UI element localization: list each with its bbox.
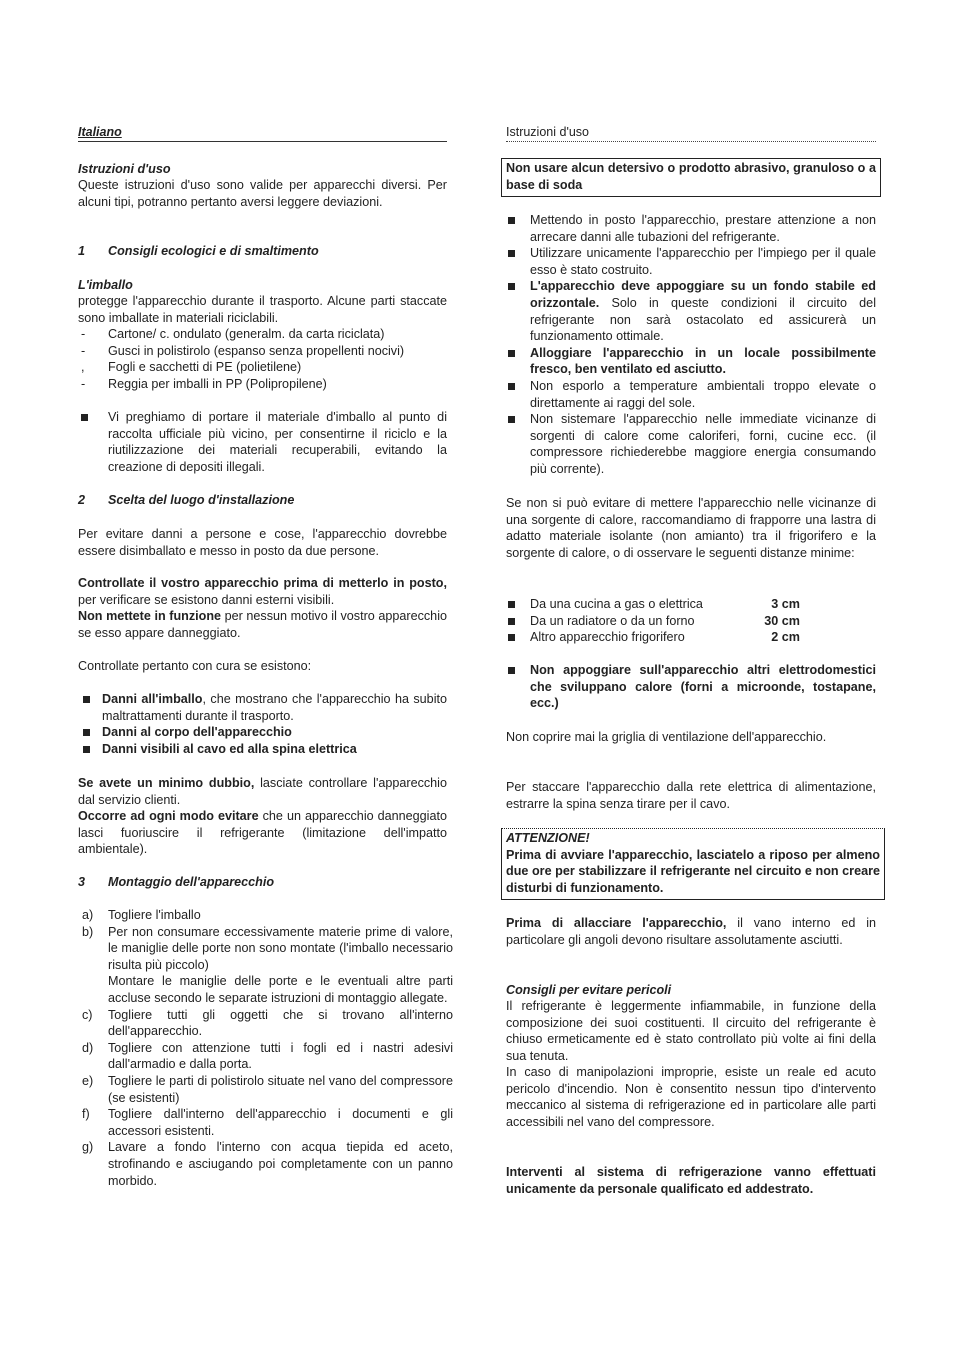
list-item: Da una cucina a gas o elettrica 3 cm [506,596,876,613]
list-item: g) Lavare a fondo l'interno con acqua tiepida ed aceto, strofinando e asciugando poi completamente con un panno morbido. [82,1140,453,1188]
list-item: a) Togliere l'imballo [82,908,201,922]
safety-text-1: Il refrigerante è leggermente infiammabile, in funzione della composizione dei suoi costituenti. Il circuito del refrigerante è chiuso ermeticamente ed è stato controllato più volte ai fini della sua tenuta. [506,999,876,1063]
list-item: f) Togliere dall'interno dell'apparecchio i documenti e gli accessori esistenti. [82,1107,453,1138]
list-item: Non appoggiare sull'apparecchio altri elettrodomestici che sviluppano calore (forni a microonde, tostapane, ecc.) [506,662,876,712]
packaging-subtitle: L'imballo [78,278,133,292]
list-item: Altro apparecchio frigorifero 2 cm [506,629,876,646]
qualified-personnel-note: Interventi al sistema di refrigerazione vanno effettuati unicamente da personale qualificato ed addestrato. [506,1165,876,1196]
list-item: Utilizzare unicamente l'apparecchio per l'impiego per il quale esso è stato costruito. [506,245,876,278]
section-language-header: Italiano [78,124,447,142]
list-item: Danni al corpo dell'apparecchio [78,724,447,741]
safety-text-2: In caso di manipolazioni improprie, esiste un reale ed acuto pericolo d'incendio. Non è consentito nessun tipo d'intervento meccanico al sistema di refrigerazione ed in particolare alle parti accessibili nel vano del compressore. [506,1065,876,1129]
leak-text: Occorre ad ogni modo evitare che un apparecchio danneggiato lasci fuoriuscire il refrigerante (limitazione dell'impatto ambientale). [78,809,447,857]
install-text-4: Controllate pertanto con cura se esistono: [78,659,312,673]
list-item: b) Per non consumare eccessivamente materie prime di valore, le maniglie delle porte non sono montate (l'imballo necessario risulta più piccolo) Montare le maniglie delle porte e le eventuali altre parti accluse secondo le separate istruzioni di montaggio allegate. [82,924,453,1005]
list-item: Mettendo in posto l'apparecchio, prestare attenzione a non arrecare danni alle tubazioni del refrigerante. [506,212,876,245]
list-item: L'apparecchio deve appoggiare su un fondo stabile ed orizzontale. Solo in queste condizioni il circuito del refrigerante non sarà ostacolato ed assicurerà un funzionamento ottimale. [506,278,876,344]
list-item: e) Togliere le parti di polistirolo situate nel vano del compressore (se esistenti) [82,1073,453,1105]
list-item: Danni all'imballo, che mostrano che l'apparecchio ha subito maltrattamenti durante il trasporto. [78,691,447,724]
section-title: Montaggio dell'apparecchio [108,875,275,889]
unplug-text: Per staccare l'apparecchio dalla rete elettrica di alimentazione, estrarre la spina senza tirare per il cavo. [506,780,876,811]
section-2-heading [78,492,447,509]
attention-text: Prima di avviare l'apparecchio, lasciatelo a riposo per almeno due ore per stabilizzare il refrigerante nel circuito e non creare disturbi di funzionamento. [506,847,880,895]
list-item: Non esporlo a temperature ambientali troppo elevate o direttamente ai raggi del sole. [506,378,876,411]
packaging-materials-list [78,326,447,392]
detergent-warning-box: Non usare alcun detersivo o prodotto abrasivo, granuloso o a base di soda [501,158,881,197]
page-running-header: Istruzioni d'uso [506,124,876,142]
placement-tips-list [506,212,876,478]
list-item: Vi preghiamo di portare il materiale d'imballo al punto di raccolta ufficiale più vicino, per consentirne il riciclo e la riutilizzazione dei materiali recuperabili, evitando la creazione di depositi illegali. [78,409,447,475]
list-item: - Gusci in polistirolo (espanso senza propellenti nocivi) [81,343,405,358]
list-item: d) Togliere con attenzione tutti i fogli ed i nastri adesivi dall'armadio e dalla porta. [82,1040,453,1072]
attention-title: ATTENZIONE! [506,831,590,845]
packaging-text: protegge l'apparecchio durante il trasporto. Alcune parti staccate sono imballate in materiali riciclabili. [78,294,447,325]
list-item: Alloggiare l'apparecchio in un locale possibilmente fresco, ben ventilato ed asciutto. [506,345,876,378]
list-item: c) Togliere tutti gli oggetti che si trovano all'interno dell'apparecchio. [82,1007,453,1039]
intro-title: Istruzioni d'uso [78,162,171,176]
section-number: 3 [78,875,86,889]
heat-source-text: Se non si può evitare di mettere l'apparecchio nelle vicinanze di una sorgente di calore, raccomandiamo di frapporre una lastra di adatto materiale isolante (non amianto) tra il frigorifero e la sorgente di calore, o di osservare le seguenti distanze minime: [506,496,876,560]
recycling-note [78,409,447,475]
list-item: Danni visibili al cavo ed alla spina elettrica [78,741,447,758]
section-number: 1 [78,244,86,258]
attention-box [501,828,885,900]
list-item: , Fogli e sacchetti di PE (polietilene) [81,360,302,375]
list-item: Non sistemare l'apparecchio nelle immediate vicinanze di sorgenti di calore come caloriferi, forni, cucine ecc. (il compressore richiederebbe maggiore energia consumando più corrente). [506,411,876,477]
section-1-heading [78,243,447,260]
list-item: - Cartone/ c. ondulato (generalm. da carta riciclata) [81,327,385,341]
no-stack-warning [506,662,876,712]
list-item: Da un radiatore o da un forno 30 cm [506,613,876,630]
section-3-heading [78,874,447,891]
damage-check-list [78,691,447,757]
section-number: 2 [78,493,86,507]
grille-text: Non coprire mai la griglia di ventilazione dell'apparecchio. [506,730,827,744]
install-text-1: Per evitare danni a persone e cose, l'apparecchio dovrebbe essere disimballato e messo in posto da due persone. [78,527,447,558]
assembly-steps-list [78,907,453,1189]
section-title: Consigli ecologici e di smaltimento [108,244,319,258]
install-text-3: Non mettete in funzione per nessun motivo il vostro apparecchio se esso appare danneggiato. [78,609,447,640]
safety-subtitle: Consigli per evitare pericoli [506,983,672,997]
list-item: - Reggia per imballi in PP (Polipropilene) [81,376,327,391]
connect-text: Prima di allacciare l'apparecchio, il vano interno ed in particolare gli angoli devono risultare assolutamente asciutti. [506,916,877,947]
install-text-2: Controllate il vostro apparecchio prima di metterlo in posto, per verificare se esistono danni esterni visibili. [78,576,447,607]
section-title: Scelta del luogo d'installazione [108,493,295,507]
doubt-text: Se avete un minimo dubbio, lasciate controllare l'apparecchio dal servizio clienti. [78,776,447,807]
min-distances-list [506,596,876,646]
intro-text: Queste istruzioni d'uso sono valide per apparecchi diversi. Per alcuni tipi, potranno pertanto aversi leggere deviazioni. [78,178,447,209]
